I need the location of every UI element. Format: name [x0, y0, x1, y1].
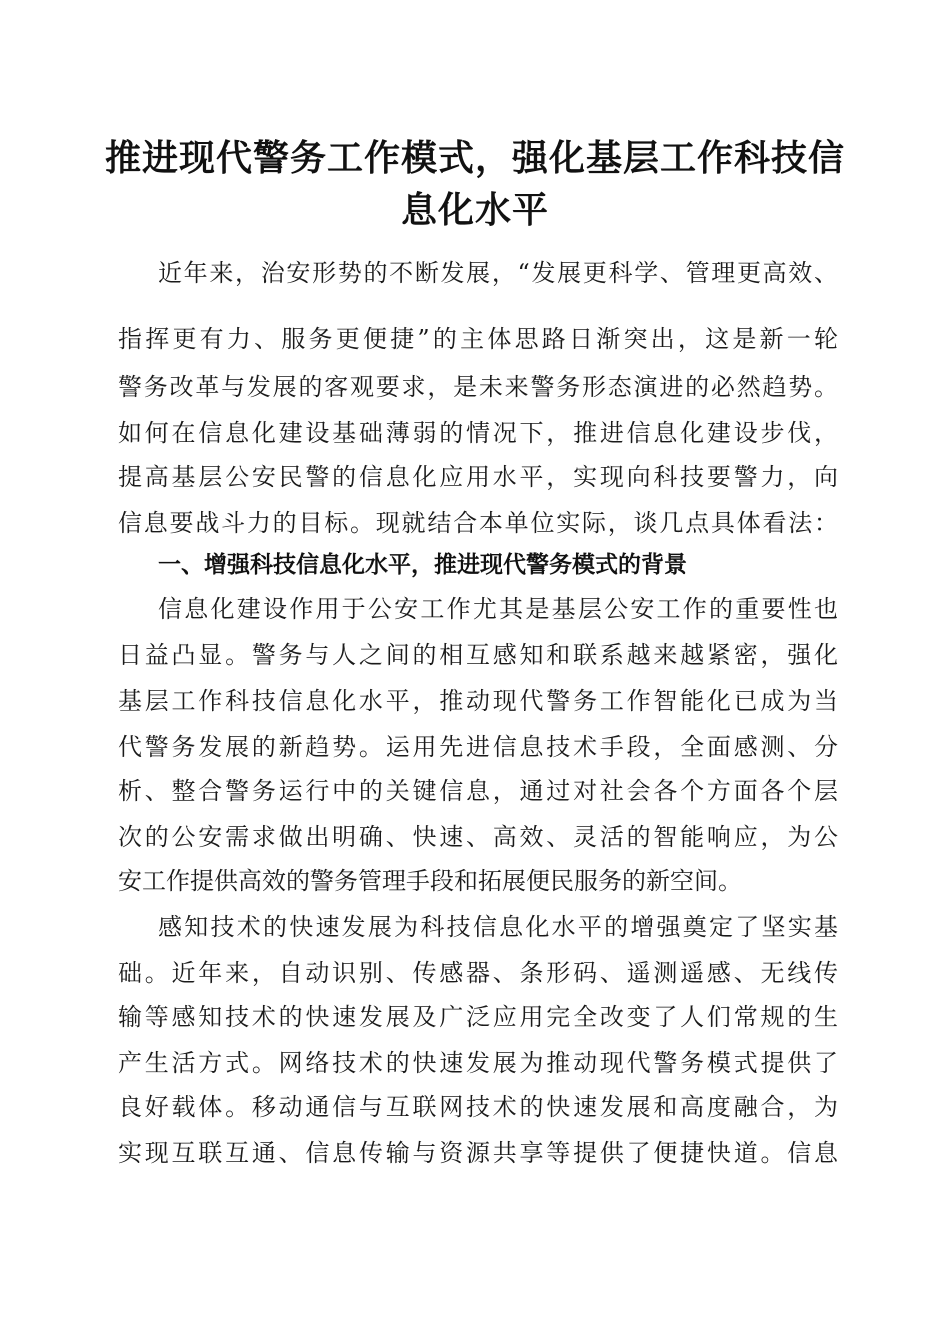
- paragraph2-line-2: 日益凸显。警务与人之间的相互感知和联系越来越紧密，强化: [118, 641, 838, 669]
- paragraph3-line-6: 实现互联互通、信息传输与资源共享等提供了便捷快道。信息: [118, 1139, 838, 1167]
- paragraph3-line-4: 产生活方式。网络技术的快速发展为推动现代警务模式提供了: [118, 1049, 838, 1077]
- paragraph2-line-1: 信息化建设作用于公安工作尤其是基层公安工作的重要性也: [158, 595, 838, 623]
- paragraph2-line-4: 代警务发展的新趋势。运用先进信息技术手段，全面感测、分: [118, 733, 838, 761]
- paragraph2-line-6: 次的公安需求做出明确、快速、高效、灵活的智能响应，为公: [118, 823, 838, 851]
- paragraph1-line-3: 警务改革与发展的客观要求，是未来警务形态演进的必然趋势。: [118, 373, 838, 401]
- paragraph3-line-3: 输等感知技术的快速发展及广泛应用完全改变了人们常规的生: [118, 1003, 838, 1031]
- paragraph1-line-2: 指挥更有力、服务更便捷”的主体思路日渐突出，这是新一轮: [118, 325, 838, 353]
- paragraph3-line-5: 良好载体。移动通信与互联网技术的快速发展和高度融合，为: [118, 1093, 838, 1121]
- title-line-2: 息化水平: [400, 189, 549, 231]
- paragraph3-line-2: 础。近年来，自动识别、传感器、条形码、遥测遥感、无线传: [118, 959, 838, 987]
- section-heading-1: 一、增强科技信息化水平，推进现代警务模式的背景: [158, 552, 687, 578]
- paragraph1-line-4: 如何在信息化建设基础薄弱的情况下，推进信息化建设步伐，: [118, 419, 838, 447]
- paragraph2-line-7: 安工作提供高效的警务管理手段和拓展便民服务的新空间。: [118, 867, 742, 895]
- paragraph2-line-5: 析、整合警务运行中的关键信息，通过对社会各个方面各个层: [118, 777, 838, 805]
- paragraph2-line-3: 基层工作科技信息化水平，推动现代警务工作智能化已成为当: [118, 687, 838, 715]
- paragraph1-line-1: 近年来，治安形势的不断发展，“发展更科学、管理更高效、: [158, 259, 838, 287]
- paragraph1-line-6: 信息要战斗力的目标。现就结合本单位实际，谈几点具体看法：: [118, 509, 838, 537]
- paragraph1-line-5: 提高基层公安民警的信息化应用水平，实现向科技要警力，向: [118, 463, 838, 491]
- document-title: [100, 132, 850, 236]
- title-line-1: 推进现代警务工作模式，强化基层工作科技信: [104, 137, 845, 179]
- paragraph3-line-1: 感知技术的快速发展为科技信息化水平的增强奠定了坚实基: [158, 913, 838, 941]
